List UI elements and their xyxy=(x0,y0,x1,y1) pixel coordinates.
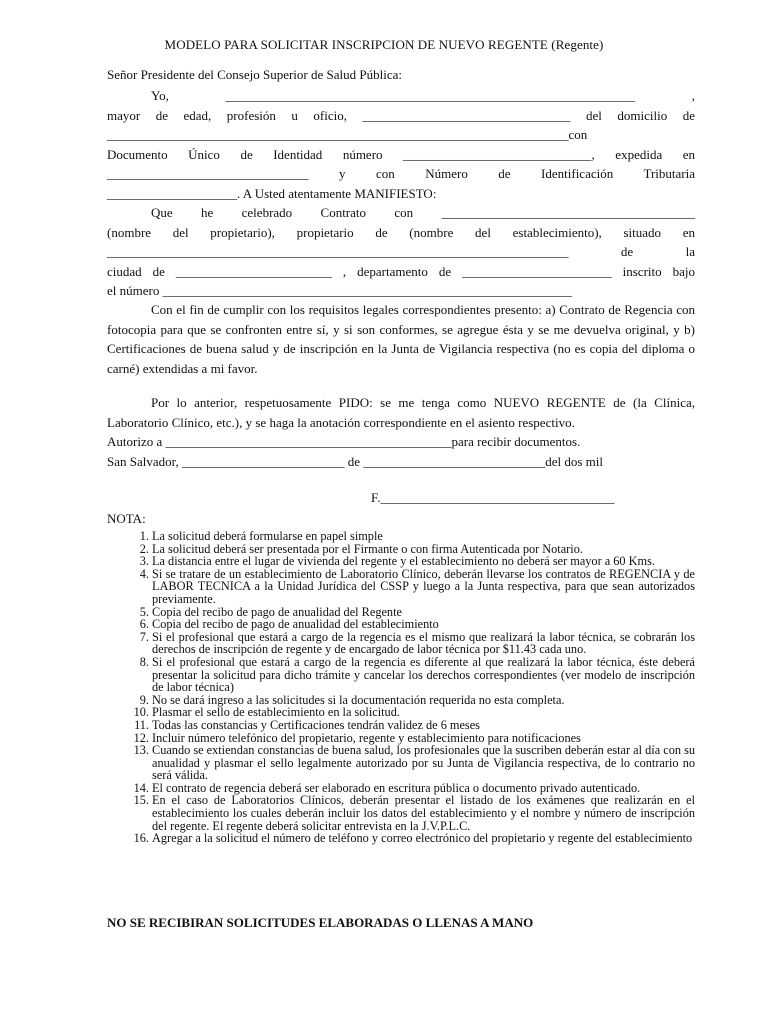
declaration-line: _______________________________________________________________________con xyxy=(107,127,588,142)
declaration-line: ____________________. A Usted atentamente MANIFIESTO: xyxy=(107,185,437,201)
note-text: Si el profesional que estará a cargo de la regencia es el mismo que realizará la labor técnica, se cobrarán los derechos de inscripción de regente y de encargado de labor técnica por $11.43 cada uno. xyxy=(152,629,695,657)
declaration-section xyxy=(107,86,695,301)
declaration-line: _______________________________ y con Número de Identificación Tributaria xyxy=(107,166,695,181)
document-title: MODELO PARA SOLICITAR INSCRIPCION DE NUEVO REGENTE (Regente) xyxy=(164,37,604,52)
note-number: 12. xyxy=(133,730,149,745)
declaration-line: Que he celebrado Contrato con _______________________________________ xyxy=(151,205,695,220)
signature-line: F.____________________________________ xyxy=(371,490,615,505)
note-item xyxy=(107,744,695,782)
note-text: Copia del recibo de pago de anualidad del establecimiento xyxy=(152,617,439,632)
declaration-line: Documento Único de Identidad número _____________________________, expedida en xyxy=(107,146,695,162)
note-text: La solicitud deberá ser presentada por el Firmante o con firma Autenticada por Notario. xyxy=(152,541,583,556)
note-text: Si se tratare de un establecimiento de Laboratorio Clínico, deberán llevarse los contratos de REGENCIA y de LABOR TECNICA a la Unidad Jurídica del CSSP y luego a la Junta respectiva, para que sean autorizados previamente. xyxy=(152,566,695,606)
note-text: Todas las constancias y Certificaciones tendrán validez de 6 meses xyxy=(152,717,480,732)
note-item xyxy=(107,656,695,694)
note-number: 5. xyxy=(139,604,149,619)
note-text: Incluir número telefónico del propietario, regente y establecimiento para notificaciones xyxy=(152,730,581,745)
note-number: 14. xyxy=(133,780,149,795)
note-number: 10. xyxy=(133,705,149,720)
authorization-line: Autorizo a ____________________________________________para recibir documentos. xyxy=(107,434,581,449)
note-number: 7. xyxy=(139,629,149,644)
note-text: Cuando se extiendan constancias de buena salud, los profesionales que la suscriben deberán estar al día con su anualidad y plasmar el sello legalmente autorizado por su Junta de Vigilancia respectiva, de lo contrario no será válida. xyxy=(152,743,695,783)
note-text: El contrato de regencia deberá ser elaborado en escritura pública o documento privado autenticado. xyxy=(152,780,641,795)
note-text: Agregar a la solicitud el número de teléfono y correo electrónico del propietario y regente del establecimiento xyxy=(152,831,693,846)
nota-label: NOTA: xyxy=(107,511,146,526)
note-item xyxy=(107,631,695,656)
salutation-text: Señor Presidente del Consejo Superior de Salud Pública: xyxy=(107,67,402,82)
declaration-line: _______________________________________________________________________ de la xyxy=(107,244,695,259)
declaration-line: (nombre del propietario), propietario de (nombre del establecimiento), situado en xyxy=(107,224,695,240)
salutation xyxy=(107,65,695,85)
notes-list xyxy=(107,530,695,845)
declaration-line: mayor de edad, profesión u oficio, ________________________________ del domicilio de xyxy=(107,107,695,123)
note-number: 6. xyxy=(139,617,149,632)
note-text: No se dará ingreso a las solicitudes si la documentación requerida no esta completa. xyxy=(152,692,565,707)
note-number: 4. xyxy=(139,566,149,581)
note-number: 15. xyxy=(133,793,149,808)
date-line: San Salvador, _________________________ de ____________________________del dos mil xyxy=(107,453,603,469)
request-line: Laboratorio Clínico, etc.), y se haga la anotación correspondiente en el asiento respectivo. xyxy=(107,414,575,430)
note-number: 3. xyxy=(139,554,149,569)
note-text: Plasmar el sello de establecimiento en la solicitud. xyxy=(152,705,400,720)
note-item xyxy=(107,794,695,832)
note-text: La solicitud deberá formularse en papel simple xyxy=(152,529,383,543)
note-text: Si el profesional que estará a cargo de la regencia es diferente al que realizará la labor técnica, éste deberá presentar la solicitud para dicho trámite y cancelar los derechos correspondientes (ver modelo de inscripción de labor técnica) xyxy=(152,654,695,695)
requirements-section xyxy=(107,300,695,378)
note-number: 9. xyxy=(139,692,149,707)
request-section xyxy=(107,393,695,471)
note-number: 2. xyxy=(139,541,149,556)
note-text: La distancia entre el lugar de vivienda del regente y el establecimiento no deberá ser mayor a 60 Kms. xyxy=(152,554,655,569)
note-number: 11. xyxy=(134,717,149,732)
note-number: 16. xyxy=(133,831,149,846)
declaration-line: Yo, _______________________________________________________________ , xyxy=(151,88,695,103)
note-number: 13. xyxy=(133,743,149,758)
declaration-line: ciudad de ________________________ , departamento de _______________________ inscrito bajo xyxy=(107,263,695,279)
footer-warning: NO SE RECIBIRAN SOLICITUDES ELABORADAS O LLENAS A MANO xyxy=(107,915,534,930)
requirements-paragraph: Con el fin de cumplir con los requisitos legales correspondientes presento: a) Contrato de Regencia con fotocopia para que se confronten entre sí, y si son conformes, se agregue ésta y se me devuelva original, y b) Certificaciones de buena salud y de inscripción en la Junta de Vigilancia respectiva (no es copia del diploma o carné) extendidas a mi favor. xyxy=(107,302,695,376)
declaration-line: el número _______________________________________________________________ xyxy=(107,283,573,298)
note-text: Copia del recibo de pago de anualidad del Regente xyxy=(152,604,402,619)
note-text: En el caso de Laboratorios Clínicos, deberán presentar el listado de los exámenes que realizarán en el establecimiento los cuales deberán incluir los datos del establecimiento y el nombre y número de inscripción del regente. El regente deberá solicitar entrevista en la J.V.P.L.C. xyxy=(152,793,695,833)
note-number: 1. xyxy=(139,529,149,543)
note-item xyxy=(107,832,695,845)
request-line: Por lo anterior, respetuosamente PIDO: se me tenga como NUEVO REGENTE de (la Clínica, xyxy=(151,395,695,410)
note-item xyxy=(107,568,695,606)
note-number: 8. xyxy=(139,654,149,669)
